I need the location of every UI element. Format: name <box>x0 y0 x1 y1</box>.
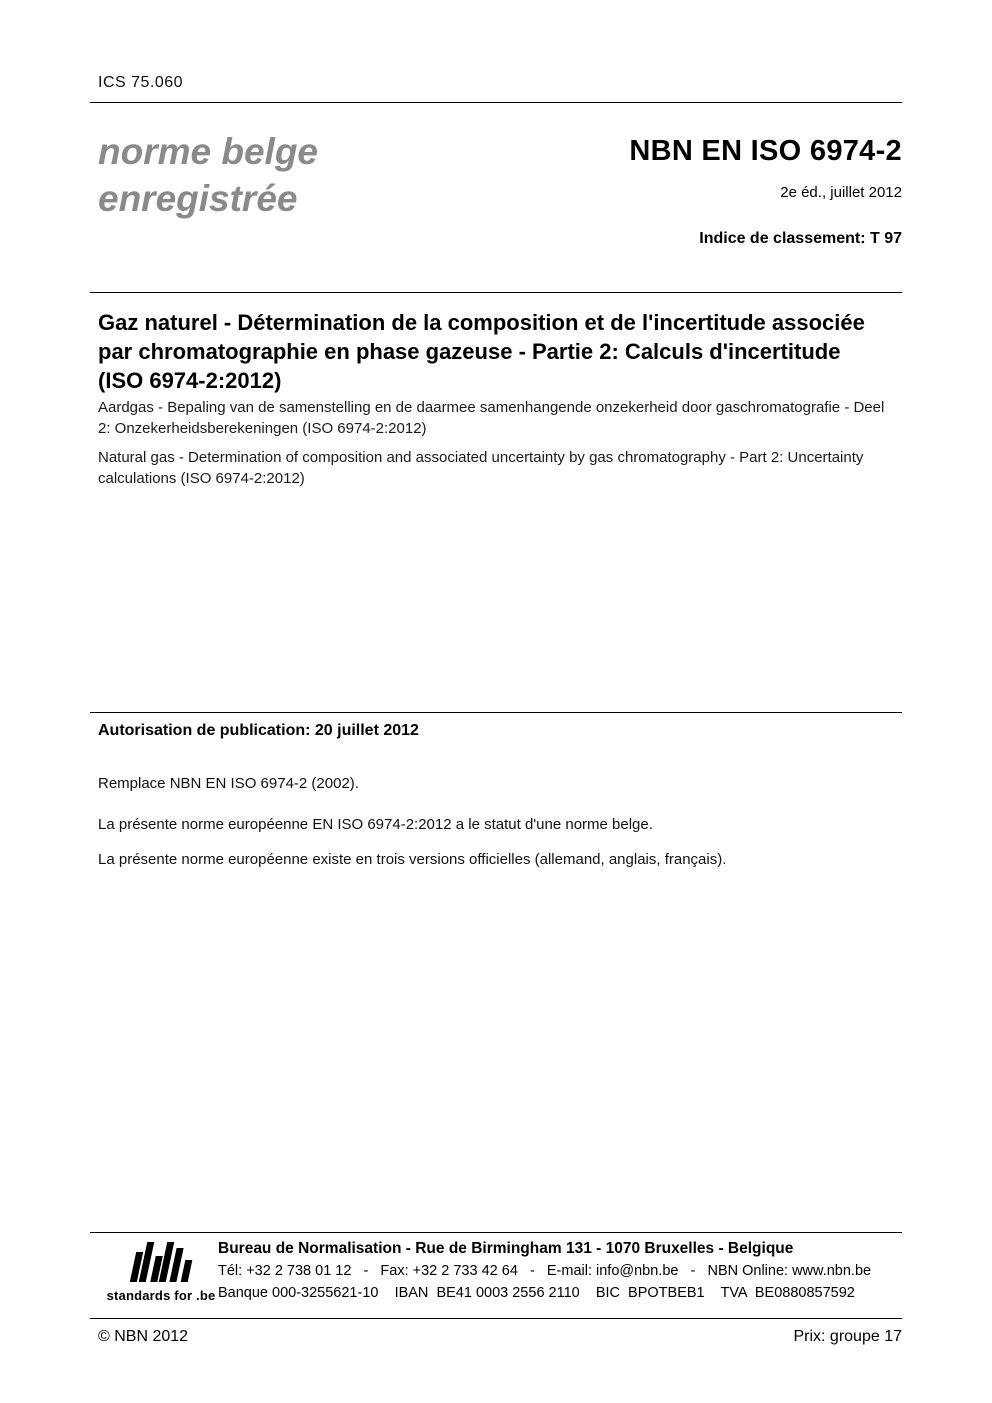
masthead-line-1: norme belge <box>98 131 318 172</box>
divider-footer <box>90 1232 902 1233</box>
divider-authorisation <box>90 712 902 713</box>
title-dutch: Aardgas - Bepaling van de samenstelling en de daarmee samenhangende onzekerheid door gaschromatografie - Deel 2: Onzekerheidsberekeningen (ISO 6974-2:2012) <box>98 399 885 437</box>
nbn-logo-caption: standards for .be <box>106 1288 216 1303</box>
title-english: Natural gas - Determination of composition and associated uncertainty by gas chromatography - Part 2: Uncertainty calculations (ISO 6974-2:2012) <box>98 449 864 487</box>
title-french: Gaz naturel - Détermination de la composition et de l'incertitude associée par chromatographie en phase gazeuse - Partie 2: Calculs d'incertitude (ISO 6974-2:2012) <box>98 310 865 394</box>
footer-address: Bureau de Normalisation - Rue de Birmingham 131 - 1070 Bruxelles - Belgique <box>218 1240 794 1257</box>
standard-edition: 2e éd., juillet 2012 <box>780 184 902 201</box>
divider-title <box>90 292 902 293</box>
page-content <box>90 0 902 1403</box>
standard-number: NBN EN ISO 6974-2 <box>629 135 902 167</box>
note-versions: La présente norme européenne existe en trois versions officielles (allemand, anglais, français). <box>98 851 727 868</box>
nbn-logo <box>98 1238 224 1303</box>
ics-code: ICS 75.060 <box>98 74 184 91</box>
authorisation-line: Autorisation de publication: 20 juillet 2012 <box>98 722 419 739</box>
footer-bank: Banque 000-3255621-10 IBAN BE41 0003 2556 2110 BIC BPOTBEB1 TVA BE0880857592 <box>218 1285 855 1301</box>
footer-contact: Tél: +32 2 738 01 12 - Fax: +32 2 733 42 64 - E-mail: info@nbn.be - NBN Online: www.nbn.be <box>218 1263 872 1279</box>
masthead-line-2: enregistrée <box>98 178 298 220</box>
note-status: La présente norme européenne EN ISO 6974-2:2012 a le statut d'une norme belge. <box>98 816 653 833</box>
copyright: © NBN 2012 <box>98 1328 189 1345</box>
divider-bottom <box>90 1318 902 1319</box>
price-group: Prix: groupe 17 <box>793 1328 902 1345</box>
nbn-logo-mark-icon <box>98 1238 224 1282</box>
standard-classification: Indice de classement: T 97 <box>699 230 902 247</box>
masthead <box>98 128 318 223</box>
note-replaces: Remplace NBN EN ISO 6974-2 (2002). <box>98 775 359 792</box>
divider-top <box>90 102 902 103</box>
